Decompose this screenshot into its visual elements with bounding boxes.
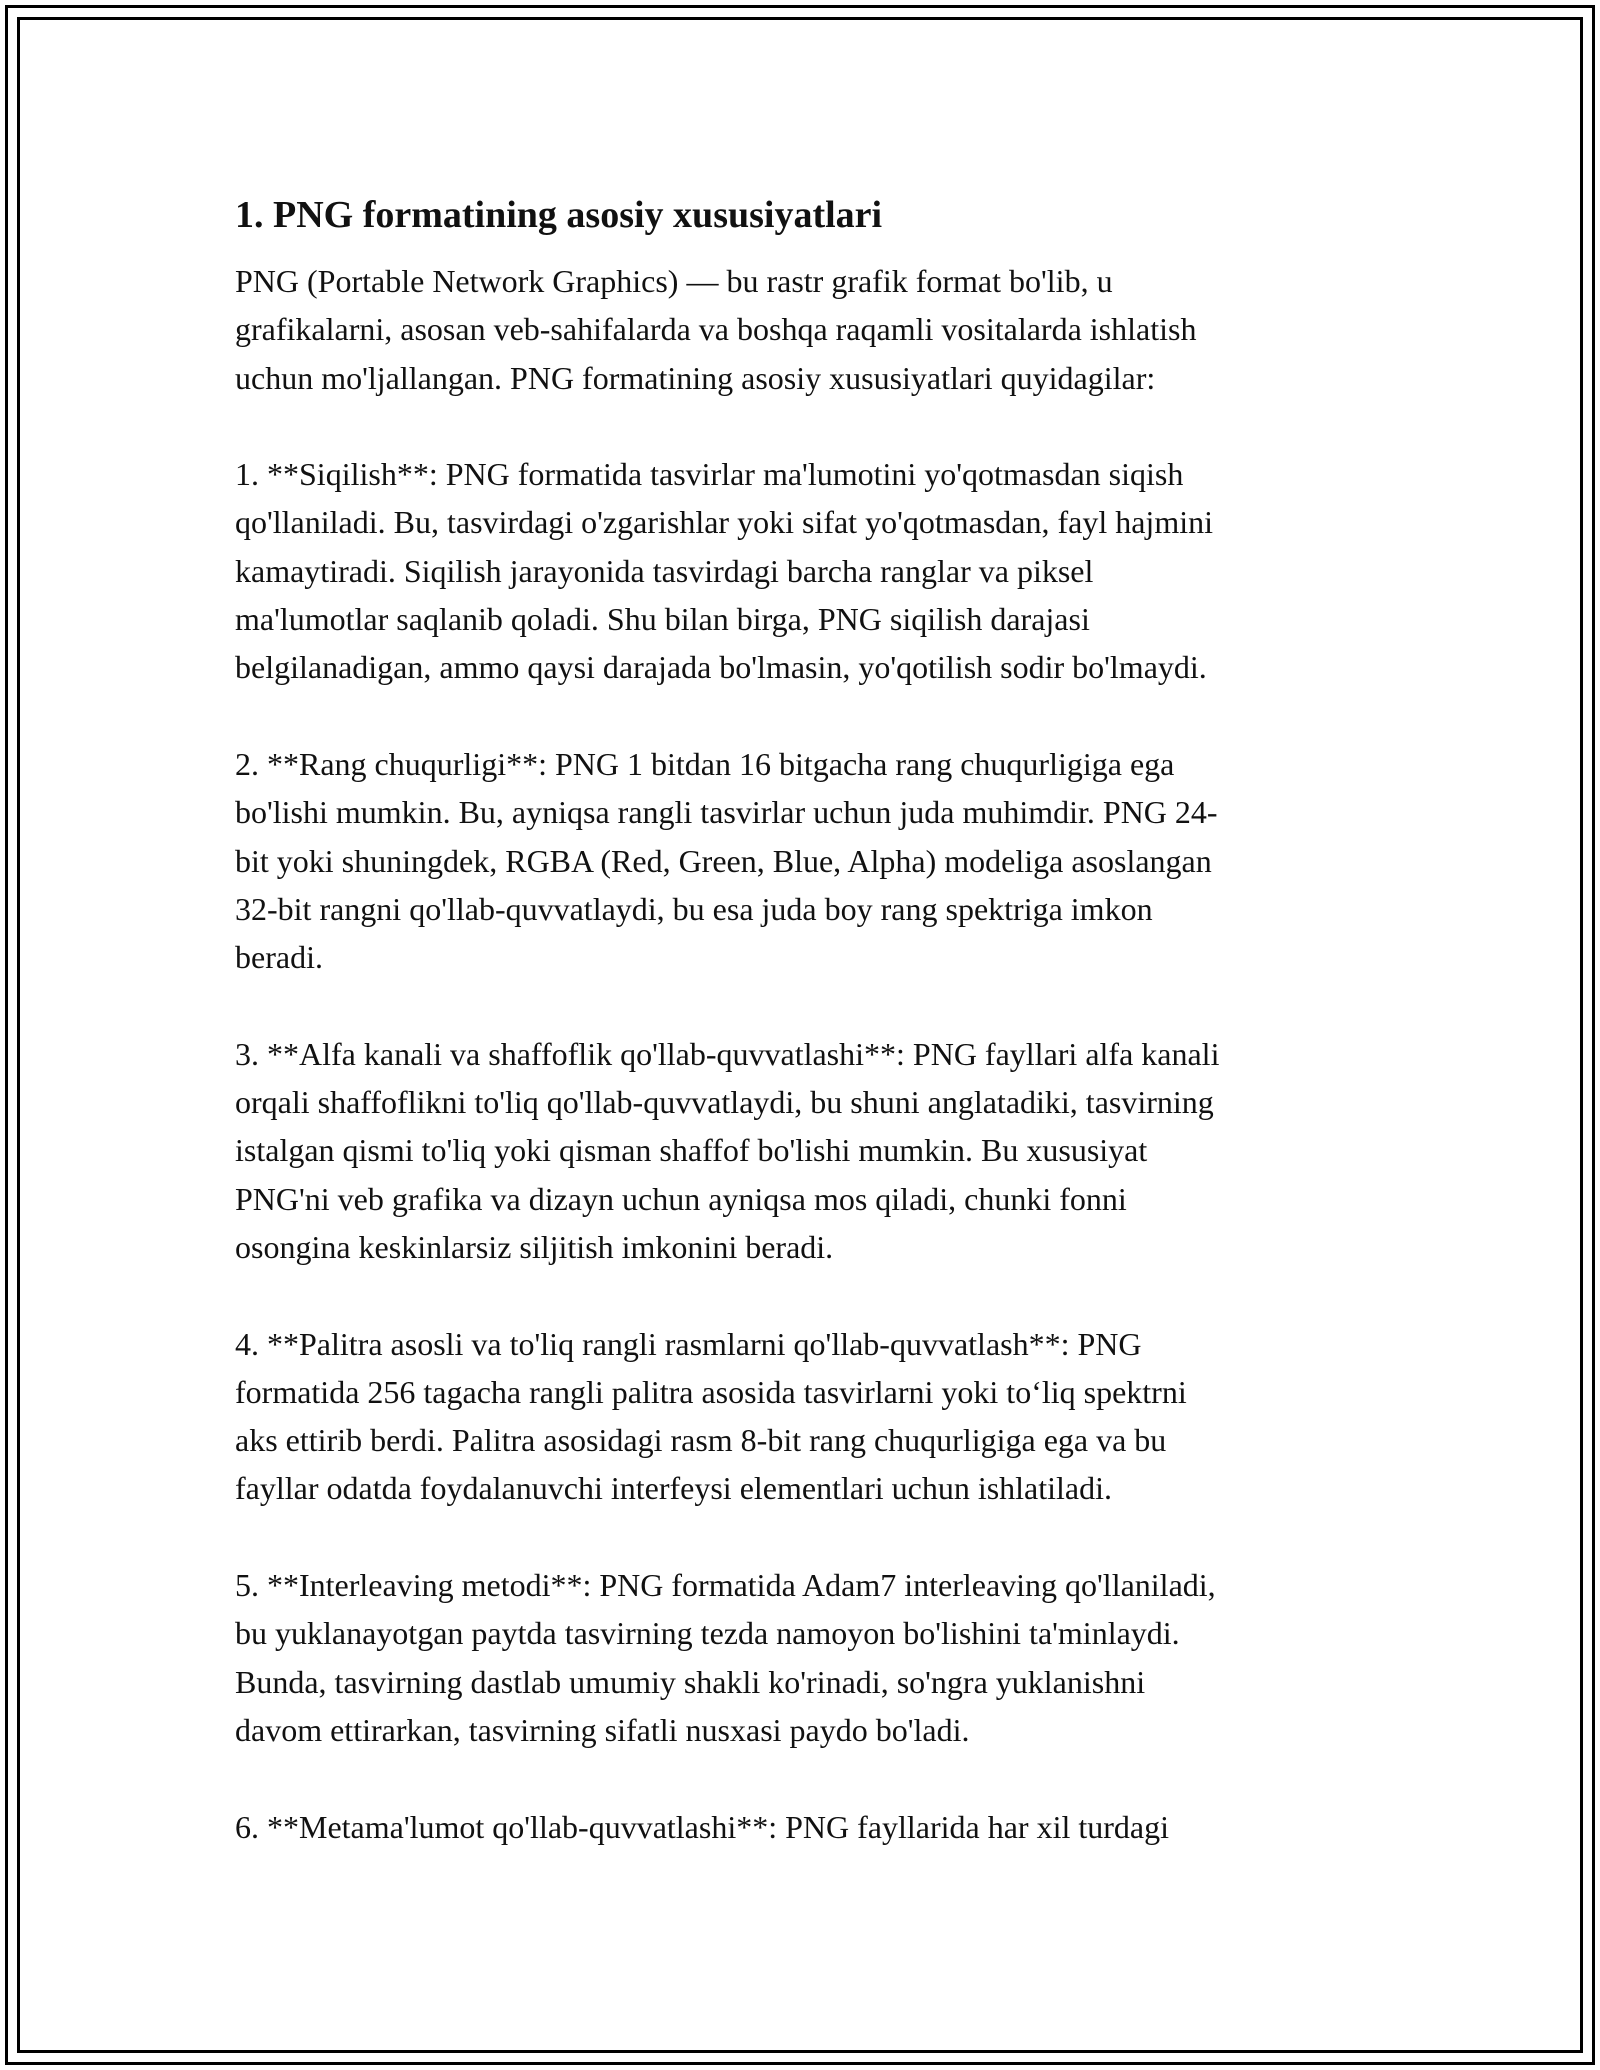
text-line: osongina keskinlarsiz siljitish imkonini beradi. — [235, 1228, 834, 1265]
paragraph — [235, 740, 1375, 981]
text-line: uchun mo'ljallangan. PNG formatining asosiy xususiyatlari quyidagilar: — [235, 359, 1156, 396]
paragraph — [235, 257, 1375, 402]
text-line: kamaytiradi. Siqilish jarayonida tasvirdagi barcha ranglar va piksel — [235, 552, 1094, 589]
paragraph-gap — [235, 1271, 1375, 1319]
text-line: istalgan qismi to'liq yoki qisman shaffof bo'lishi mumkin. Bu xususiyat — [235, 1132, 1148, 1169]
paragraph — [235, 1561, 1375, 1754]
text-line: aks ettirib berdi. Palitra asosidagi rasm 8-bit rang chuqurligiga ega va bu — [235, 1422, 1167, 1459]
paragraph — [235, 1030, 1375, 1271]
text-line: 3. **Alfa kanali va shaffoflik qo'llab-quvvatlashi**: PNG fayllari alfa kanali — [235, 1035, 1220, 1072]
text-line: bu yuklanayotgan paytda tasvirning tezda namoyon bo'lishini ta'minlaydi. — [235, 1615, 1180, 1652]
text-line: davom ettirarkan, tasvirning sifatli nusxasi paydo bo'ladi. — [235, 1711, 970, 1748]
paragraph-gap — [235, 1754, 1375, 1802]
text-line: 2. **Rang chuqurligi**: PNG 1 bitdan 16 bitgacha rang chuqurligiga ega — [235, 745, 1175, 782]
text-line: 32-bit rangni qo'llab-quvvatlaydi, bu esa juda boy rang spektriga imkon — [235, 890, 1153, 927]
text-line: ma'lumotlar saqlanib qoladi. Shu bilan birga, PNG siqilish darajasi — [235, 601, 1090, 638]
paragraph-gap — [235, 981, 1375, 1029]
text-line: bo'lishi mumkin. Bu, ayniqsa rangli tasvirlar uchun juda muhimdir. PNG 24- — [235, 794, 1218, 831]
paragraph — [235, 1803, 1375, 1851]
paragraph-gap — [235, 692, 1375, 740]
paragraph-gap — [235, 1513, 1375, 1561]
text-line: 5. **Interleaving metodi**: PNG formatida Adam7 interleaving qo'llaniladi, — [235, 1567, 1216, 1604]
paragraph-list — [235, 257, 1375, 1851]
text-line: Bunda, tasvirning dastlab umumiy shakli ko'rinadi, so'ngra yuklanishni — [235, 1663, 1146, 1700]
text-line: 4. **Palitra asosli va to'liq rangli rasmlarni qo'llab-quvvatlash**: PNG — [235, 1325, 1142, 1362]
text-line: beradi. — [235, 939, 323, 976]
text-line: fayllar odatda foydalanuvchi interfeysi elementlari uchun ishlatiladi. — [235, 1470, 1113, 1507]
text-line: bit yoki shuningdek, RGBA (Red, Green, Blue, Alpha) modeliga asoslangan — [235, 842, 1212, 879]
text-line: belgilanadigan, ammo qaysi darajada bo'lmasin, yo'qotilish sodir bo'lmaydi. — [235, 649, 1207, 686]
text-line: PNG'ni veb grafika va dizayn uchun ayniqsa mos qiladi, chunki fonni — [235, 1180, 1127, 1217]
text-line: 1. **Siqilish**: PNG formatida tasvirlar ma'lumotini yo'qotmasdan siqish — [235, 456, 1184, 493]
text-line: 6. **Metama'lumot qo'llab-quvvatlashi**: PNG fayllarida har xil turdagi — [235, 1808, 1169, 1845]
text-line: formatida 256 tagacha rangli palitra asosida tasvirlarni yoki to‘liq spektrni — [235, 1373, 1187, 1410]
document-body — [235, 187, 1375, 1851]
paragraph-gap — [235, 402, 1375, 450]
paragraph — [235, 450, 1375, 691]
text-line: qo'llaniladi. Bu, tasvirdagi o'zgarishlar yoki sifat yo'qotmasdan, fayl hajmini — [235, 504, 1213, 541]
text-line: orqali shaffoflikni to'liq qo'llab-quvvatlaydi, bu shuni anglatadiki, tasvirning — [235, 1084, 1214, 1121]
text-line: grafikalarni, asosan veb-sahifalarda va boshqa raqamli vositalarda ishlatish — [235, 311, 1197, 348]
document-title: 1. PNG formatining asosiy xususiyatlari — [235, 194, 883, 236]
text-line: PNG (Portable Network Graphics) — bu rastr grafik format bo'lib, u — [235, 263, 1113, 299]
paragraph — [235, 1320, 1375, 1513]
